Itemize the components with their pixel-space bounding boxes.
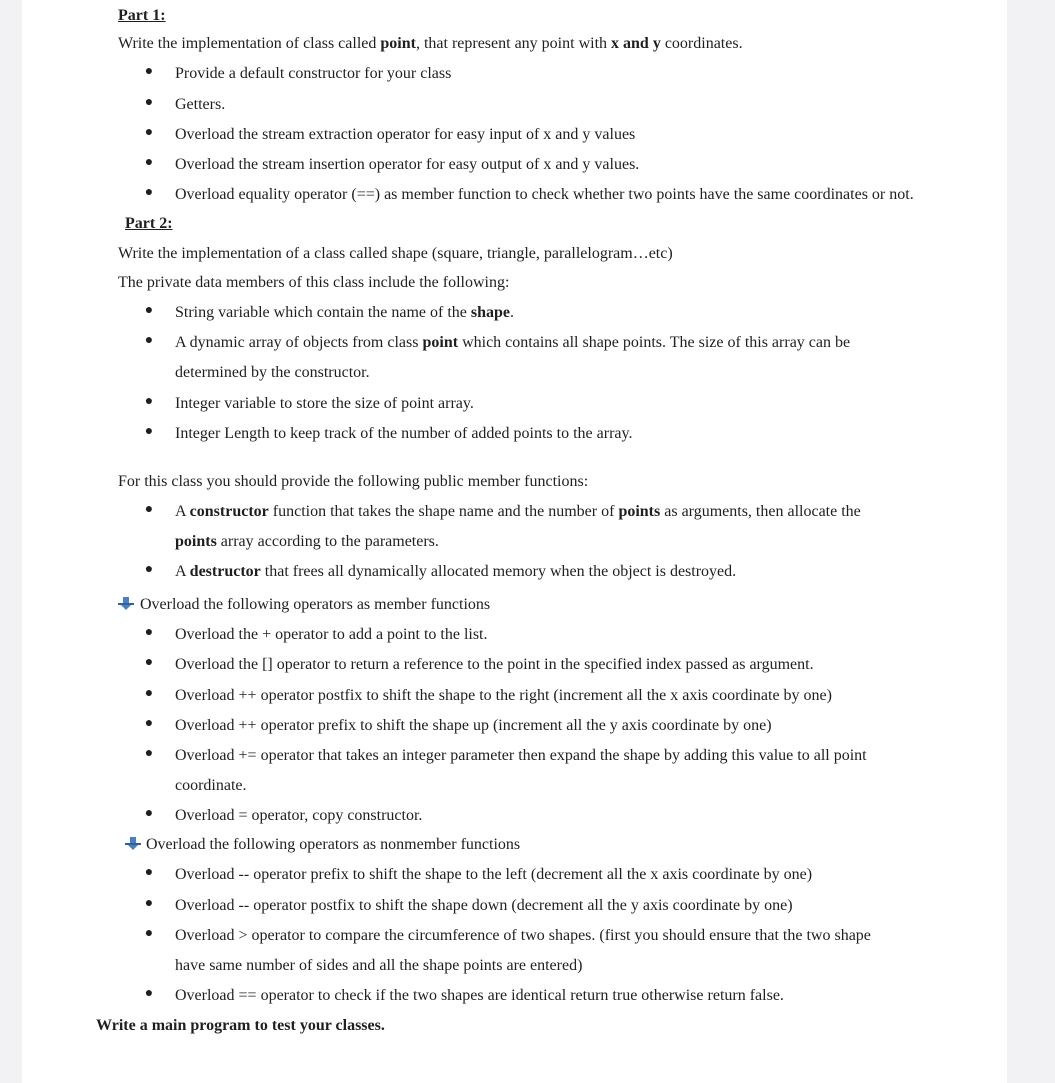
bullet-icon: ●: [144, 625, 154, 640]
bullet-icon: ●: [144, 155, 154, 170]
list-item-continuation: points array according to the parameters.: [175, 533, 439, 550]
list-item-continuation: determined by the constructor.: [175, 364, 370, 381]
list-item: Overload ++ operator postfix to shift the shape to the right (increment all the x axis coordinate by one): [175, 687, 832, 704]
bullet-icon: ●: [144, 333, 154, 348]
list-item: Overload the stream insertion operator for easy output of x and y values.: [175, 156, 640, 173]
arrow-down-icon: [123, 834, 143, 854]
part1-heading: Part 1:: [118, 7, 166, 24]
bullet-icon: ●: [144, 303, 154, 318]
bullet-icon: ●: [144, 986, 154, 1001]
bullet-icon: ●: [144, 562, 154, 577]
list-item: Provide a default constructor for your class: [175, 65, 452, 82]
list-item-continuation: coordinate.: [175, 777, 247, 794]
list-item: Overload = operator, copy constructor.: [175, 807, 423, 824]
list-item: Overload -- operator postfix to shift the shape down (decrement all the y axis coordinate by one): [175, 897, 793, 914]
bullet-icon: ●: [144, 185, 154, 200]
list-item: Overload equality operator (==) as member function to check whether two points have the same coordinates or not.: [175, 186, 914, 203]
bullet-icon: ●: [144, 865, 154, 880]
list-item: Overload ++ operator prefix to shift the shape up (increment all the y axis coordinate by one): [175, 717, 772, 734]
list-item: Overload the [] operator to return a reference to the point in the specified index passed as argument.: [175, 656, 814, 673]
bullet-icon: ●: [144, 716, 154, 731]
list-item: A destructor that frees all dynamically allocated memory when the object is destroyed.: [175, 563, 737, 580]
bullet-icon: ●: [144, 394, 154, 409]
bullet-icon: ●: [144, 746, 154, 761]
list-item: A constructor function that takes the shape name and the number of points as arguments, then allocate the: [175, 503, 861, 520]
private-members-intro: The private data members of this class include the following:: [118, 274, 510, 291]
list-item: A dynamic array of objects from class point which contains all shape points. The size of this array can be: [175, 334, 851, 351]
list-item: Getters.: [175, 96, 226, 113]
arrow-down-icon: [116, 594, 136, 614]
list-item: Overload the stream extraction operator for easy input of x and y values: [175, 126, 636, 143]
list-item-continuation: have same number of sides and all the shape points are entered): [175, 957, 583, 974]
bullet-icon: ●: [144, 502, 154, 517]
member-operators-heading: Overload the following operators as member functions: [140, 596, 491, 613]
list-item: Integer Length to keep track of the number of added points to the array.: [175, 425, 633, 442]
closing-instruction: Write a main program to test your classes.: [96, 1017, 385, 1034]
bullet-icon: ●: [144, 64, 154, 79]
nonmember-operators-heading: Overload the following operators as nonmember functions: [146, 836, 521, 853]
list-item: String variable which contain the name of the shape.: [175, 304, 515, 321]
list-item: Integer variable to store the size of point array.: [175, 395, 474, 412]
bullet-icon: ●: [144, 424, 154, 439]
list-item: Overload += operator that takes an integer parameter then expand the shape by adding this value to all point: [175, 747, 867, 764]
bullet-icon: ●: [144, 896, 154, 911]
part2-intro: Write the implementation of a class called shape (square, triangle, parallelogram…etc): [118, 245, 673, 262]
public-functions-intro: For this class you should provide the following public member functions:: [118, 473, 589, 490]
list-item: Overload > operator to compare the circumference of two shapes. (first you should ensure that the two shape: [175, 927, 871, 944]
bullet-icon: ●: [144, 686, 154, 701]
document-page: [22, 0, 1007, 1083]
bullet-icon: ●: [144, 95, 154, 110]
list-item: Overload the + operator to add a point to the list.: [175, 626, 488, 643]
part2-heading: Part 2:: [125, 215, 173, 232]
bullet-icon: ●: [144, 926, 154, 941]
list-item: Overload -- operator prefix to shift the shape to the left (decrement all the x axis coordinate by one): [175, 866, 813, 883]
bullet-icon: ●: [144, 806, 154, 821]
bullet-icon: ●: [144, 125, 154, 140]
list-item: Overload == operator to check if the two shapes are identical return true otherwise return false.: [175, 987, 784, 1004]
bullet-icon: ●: [144, 655, 154, 670]
part1-intro: Write the implementation of class called point, that represent any point with x and y coordinates.: [118, 35, 743, 52]
